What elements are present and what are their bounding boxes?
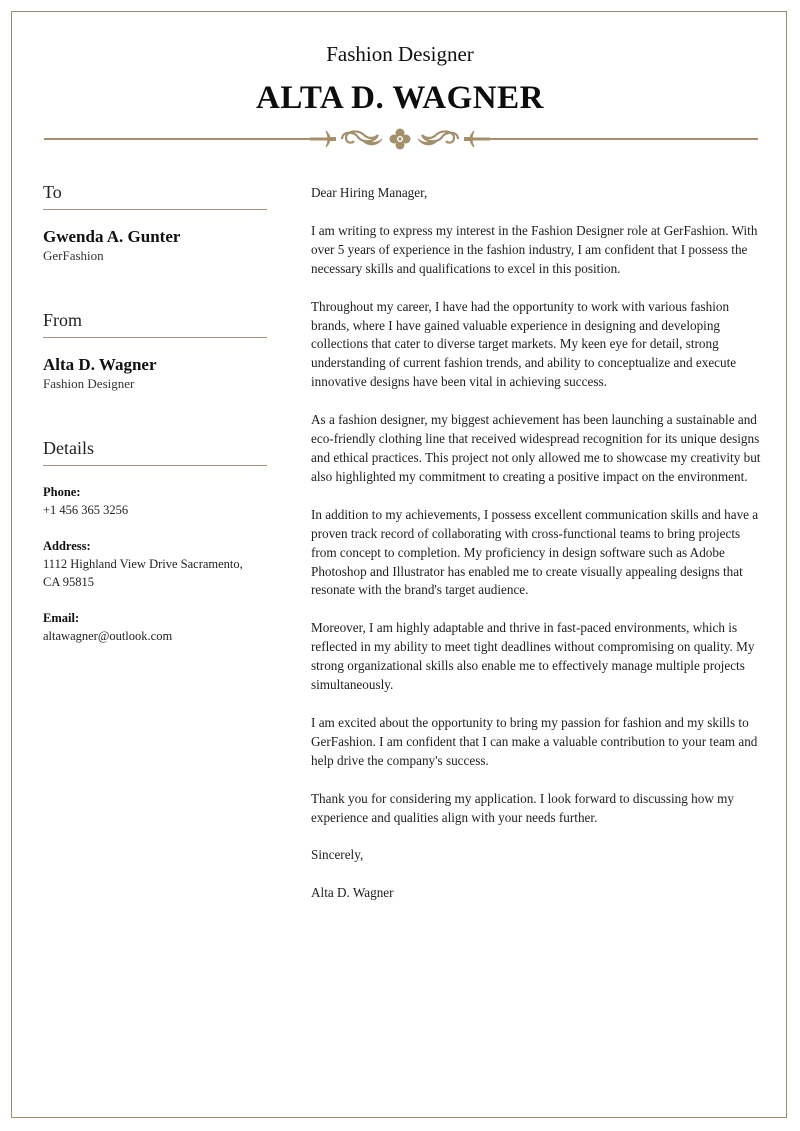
paragraph-7: Thank you for considering my application. I look forward to discussing how my experience and qualities align with your needs further.	[311, 790, 735, 825]
address-line-1: 1112 Highland View Drive Sacramento,	[43, 556, 243, 571]
sender-name: Alta D. Wagner	[43, 355, 157, 374]
phone-label: Phone:	[43, 485, 81, 499]
paragraph-3: As a fashion designer, my biggest achievement has been launching a sustainable and eco-friendly clothing line that received widespread recognition for its unique designs and ethical practices. This project not only allowed me to showcase my creativity but also highlighted my commitment to creating a positive impact on the environment.	[311, 412, 761, 484]
details-heading: Details	[43, 438, 267, 466]
paragraph-6: I am excited about the opportunity to bring my passion for fashion and my skills to GerFashion. I am confident that I can make a valuable contribution to your team and help drive the company's success.	[311, 714, 758, 768]
phone-value: +1 456 365 3256	[43, 503, 129, 517]
paragraph-2: Throughout my career, I have had the opportunity to work with various fashion brands, where I have gained valuable experience in designing and developing collections that cater to diverse target markets. My keen eye for detail, strong understanding of current fashion trends, and ability to conceptualize and execute innovative designs have been vital in achieving success.	[311, 298, 737, 390]
details-section	[43, 438, 267, 645]
sender-title: Fashion Designer	[43, 376, 135, 391]
header-rule-right	[490, 138, 758, 140]
salutation: Dear Hiring Manager,	[311, 185, 428, 200]
signature: Alta D. Wagner	[311, 885, 394, 901]
closing: Sincerely,	[311, 847, 364, 863]
paragraph-1: I am writing to express my interest in the Fashion Designer role at GerFashion. With over 5 years of experience in the fashion industry, I am confident that I possess the necessary skills and qualifications to excel in this position.	[311, 222, 758, 276]
paragraph-4: In addition to my achievements, I possess excellent communication skills and have a proven track record of collaborating with cross-functional teams to bring projects from concept to completion. My proficiency in design software such as Adobe Photoshop and Illustrator has enabled me to create visually appealing designs that resonate with the brand's target audience.	[311, 506, 759, 598]
job-title: Fashion Designer	[326, 42, 474, 66]
sidebar	[43, 182, 267, 662]
paragraph-5: Moreover, I am highly adaptable and thrive in fast-paced environments, which is reflected in my ability to meet tight deadlines without compromising on quality. My strong organizational skills also enable me to effectively manage multiple projects simultaneously.	[311, 620, 755, 693]
letter-body	[311, 184, 763, 922]
flourish-divider-icon	[306, 125, 494, 153]
address-line-2: CA 95815	[43, 575, 95, 589]
address-value	[43, 555, 267, 592]
recipient-section	[43, 182, 267, 264]
sender-section	[43, 310, 267, 392]
email-label: Email:	[43, 610, 80, 625]
recipient-name: Gwenda A. Gunter	[43, 227, 181, 246]
to-heading: To	[43, 182, 267, 210]
from-heading: From	[43, 310, 267, 338]
header-rule-left	[44, 138, 310, 140]
address-label: Address:	[43, 538, 91, 553]
applicant-name: ALTA D. WAGNER	[256, 80, 544, 116]
recipient-company: GerFashion	[43, 248, 104, 263]
email-value: altawagner@outlook.com	[43, 628, 173, 643]
